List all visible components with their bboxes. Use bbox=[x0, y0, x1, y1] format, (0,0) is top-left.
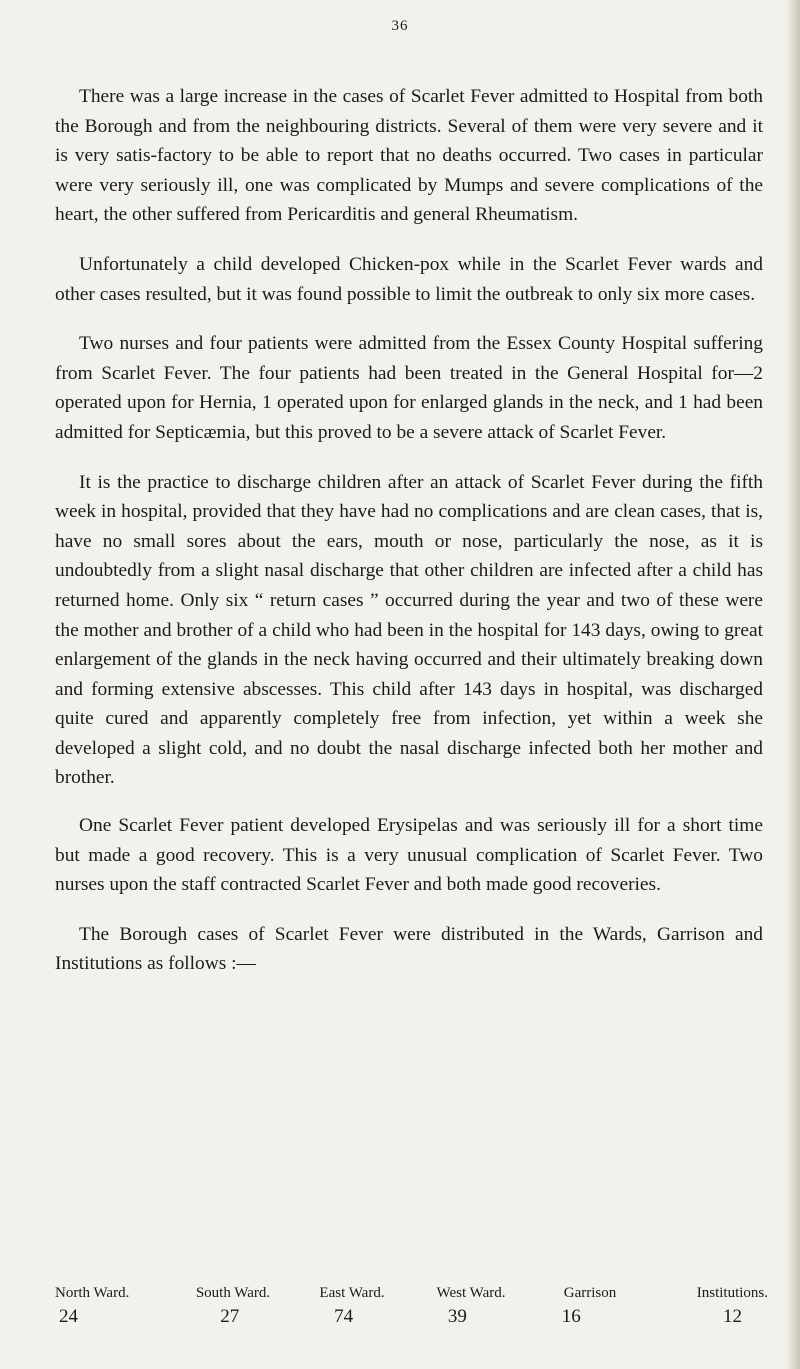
value-garrison: 16 bbox=[561, 1306, 581, 1327]
value-east-ward: 74 bbox=[334, 1306, 354, 1327]
ward-distribution-table bbox=[55, 1285, 768, 1328]
paragraph-scarlet-fever-increase: There was a large increase in the cases of Scarlet Fever admitted to Hospital from both the Borough and from the neighbouring districts. Several of them were very severe and it is very satis-factory to be able to report that no deaths occurred. Two cases in particular were very seriously ill, one was complicated by Mumps and severe complications of the heart, the other suffered from Pericarditis and general Rheumatism. bbox=[55, 86, 763, 226]
paragraph-ward-distribution: The Borough cases of Scarlet Fever were distributed in the Wards, Garrison and Institutions as follows :— bbox=[55, 923, 763, 975]
table-values-row bbox=[55, 1306, 768, 1328]
header-institutions: Institutions. bbox=[696, 1285, 768, 1301]
paragraph-discharge-practice: It is the practice to discharge children after an attack of Scarlet Fever during the fifth week in hospital, provided that they have had no complications and are clean cases, that is, have no small sores about the ears, mouth or nose, particularly the nose, as it is undoubtedly from a slight nasal discharge that other children are infected after a child has returned home. Only six “ return cases ” occurred during the year and two of these were the mother and brother of a child who had been in the hospital for 143 days, owing to great enlargement of the glands in the neck having occurred and their ultimately breaking down and forming extensive abscesses. This child after 143 days in hospital, was discharged quite cured and apparently completely free from infection, yet within a week she developed a slight cold, and no doubt the nasal discharge infected both her mother and brother. bbox=[55, 471, 763, 789]
header-west-ward: West Ward. bbox=[436, 1285, 506, 1301]
value-institutions: 12 bbox=[722, 1306, 742, 1327]
header-north-ward: North Ward. bbox=[55, 1285, 130, 1301]
paragraph-essex-county-hospital: Two nurses and four patients were admitted from the Essex County Hospital suffering from Scarlet Fever. The four patients had been treated in the General Hospital for—2 operated upon for Hernia, 1 operated upon for enlarged glands in the neck, and 1 had been admitted for Septicæmia, but this proved to be a severe attack of Scarlet Fever. bbox=[55, 333, 763, 443]
header-east-ward: East Ward. bbox=[319, 1285, 385, 1301]
paragraph-erysipelas: One Scarlet Fever patient developed Erysipelas and was seriously ill for a short time but made a good recovery. This is a very unusual complication of Scarlet Fever. Two nurses upon the staff contracted Scarlet Fever and both made good recoveries. bbox=[55, 815, 763, 896]
header-garrison: Garrison bbox=[563, 1285, 617, 1301]
table-header-row bbox=[55, 1285, 768, 1302]
value-south-ward: 27 bbox=[220, 1306, 240, 1327]
paragraph-chicken-pox: Unfortunately a child developed Chicken-pox while in the Scarlet Fever wards and other cases resulted, but it was found possible to limit the outbreak to only six more cases. bbox=[55, 253, 763, 305]
value-north-ward: 24 bbox=[59, 1306, 78, 1327]
page-edge-shadow bbox=[786, 0, 800, 1369]
value-west-ward: 39 bbox=[447, 1306, 467, 1327]
page-number: 36 bbox=[391, 18, 409, 34]
body-text bbox=[55, 82, 763, 999]
header-south-ward: South Ward. bbox=[195, 1285, 271, 1301]
